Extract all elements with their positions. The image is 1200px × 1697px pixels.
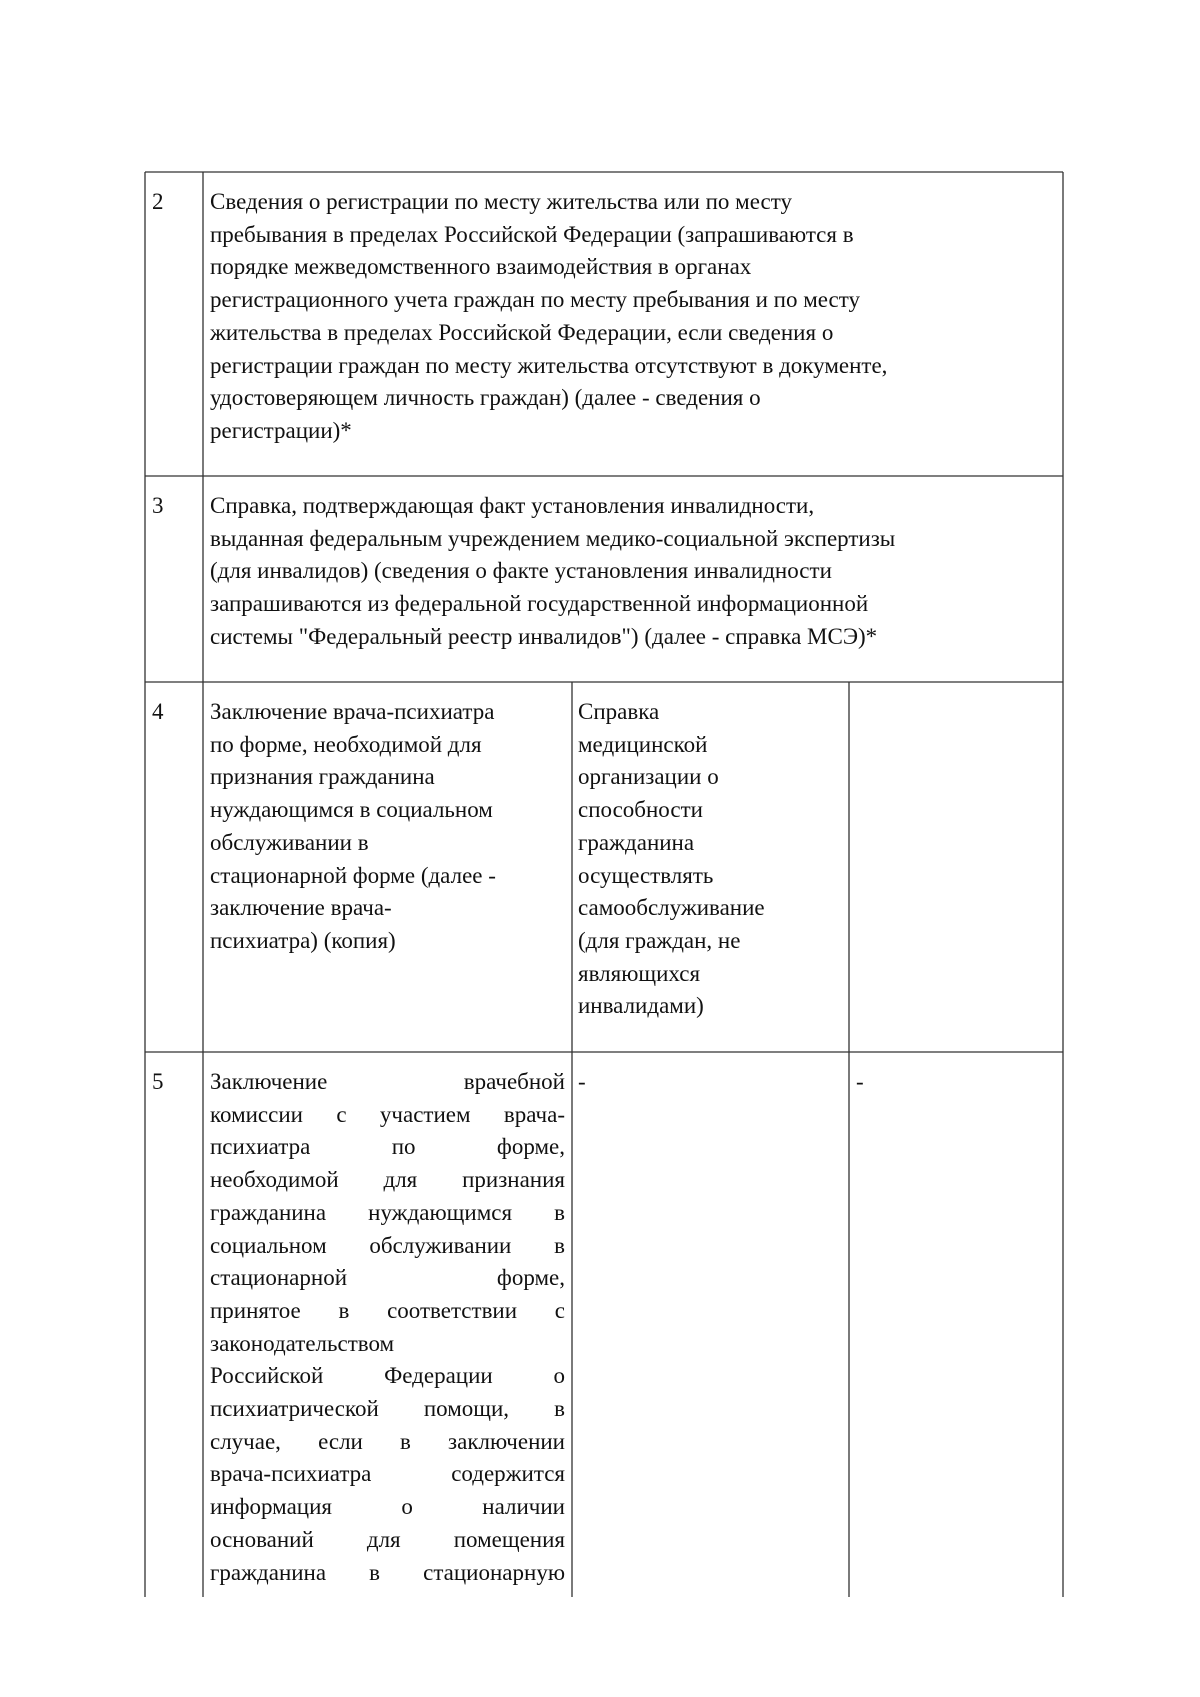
row-number: 2: [152, 189, 164, 214]
row-number: 5: [152, 1069, 164, 1094]
row-text: Справка, подтверждающая факт установления инвалидности, выданная федеральным учреждением медико-социальной экспертизы (для инвалидов) (сведения о факте установления инвалидности запрашиваются из федеральной государственной информационной системы "Федеральный реестр инвалидов") (далее - справка МСЭ)*: [210, 493, 896, 649]
alternative-document-cell: Справка медицинской организации о способности гражданина осуществлять самообслуживание (для граждан, не являющихся инвалидами): [578, 699, 765, 1019]
document-description-cell: Заключение врачебной комиссии с участием врача- психиатра по форме, необходимой для признания гражданина нуждающимся в социальном обслуживании в стационарной форме, принятое в соответствии с законодательством Российской Федерации о психиатрической помощи, в случае, если в заключении врача-психиатра содержится информация о наличии оснований для помещения гражданина в стационарную: [210, 1069, 565, 1585]
row-number: 3: [152, 493, 164, 518]
row-text: Сведения о регистрации по месту жительства или по месту пребывания в пределах Российской Федерации (запрашиваются в порядке межведомственного взаимодействия в органах регистрационного учета граждан по месту пребывания и по месту жительства в пределах Российской Федерации, если сведения о регистрации граждан по месту жительства отсутствуют в документе, удостоверяющем личность граждан) (далее - сведения о регистрации)*: [210, 189, 888, 443]
row-number: 4: [152, 699, 164, 724]
alternative-document-cell: -: [578, 1069, 586, 1094]
document-description-cell: Заключение врача-психиатра по форме, необходимой для признания гражданина нуждающимся в социальном обслуживании в стационарной форме (далее - заключение врача- психиатра) (копия): [210, 699, 496, 953]
third-column-cell: -: [856, 1069, 864, 1094]
